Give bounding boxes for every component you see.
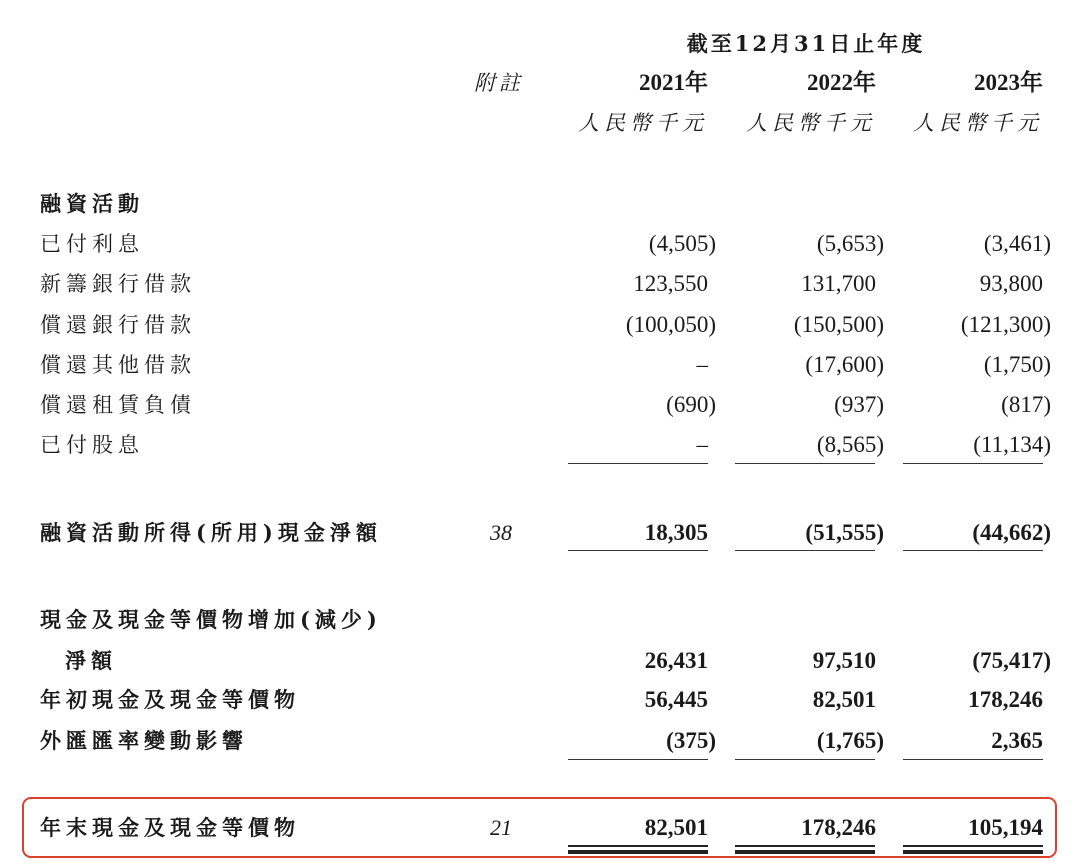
value-2021: 56,445 xyxy=(644,687,708,712)
value-2022: (51,555) xyxy=(805,520,884,545)
value-2022: 97,510 xyxy=(812,648,876,673)
value-2021: 18,305 xyxy=(644,520,708,545)
value-2023: (75,417) xyxy=(972,648,1051,673)
table-row xyxy=(0,268,1080,300)
value-2021: – xyxy=(696,352,708,377)
value-2023: 2,365 xyxy=(991,728,1043,753)
row-label: 年末現金及現金等價物 xyxy=(40,815,300,840)
row-label: 外匯匯率變動影響 xyxy=(40,728,248,753)
row-label: 融資活動 xyxy=(40,191,144,216)
note-reference: 21 xyxy=(490,815,512,840)
row-label: 淨額 xyxy=(65,648,117,673)
value-2023: (3,461) xyxy=(983,231,1051,256)
value-2023: (121,300) xyxy=(960,312,1051,337)
subtotal-rule xyxy=(735,550,875,551)
total-double-rule xyxy=(568,845,708,854)
subtotal-rule xyxy=(568,759,708,760)
table-row xyxy=(0,725,1080,757)
value-2022: (17,600) xyxy=(805,352,884,377)
table-row xyxy=(0,604,1080,636)
total-row xyxy=(0,812,1080,844)
value-2022: (8,565) xyxy=(816,432,884,457)
value-2021: (100,050) xyxy=(625,312,716,337)
note-reference: 38 xyxy=(490,520,512,545)
year-header-row xyxy=(0,67,1080,99)
unit-2022: 人民幣千元 xyxy=(746,111,876,135)
row-label: 新籌銀行借款 xyxy=(40,272,196,296)
value-2021: (690) xyxy=(666,392,716,417)
row-label: 年初現金及現金等價物 xyxy=(40,687,300,712)
value-2022: (5,653) xyxy=(816,231,884,256)
row-label: 償還租賃負債 xyxy=(40,393,196,417)
subtotal-rule xyxy=(903,463,1043,464)
unit-2023: 人民幣千元 xyxy=(913,111,1043,135)
table-row xyxy=(0,309,1080,341)
subtotal-rule xyxy=(903,550,1043,551)
value-2021: (375) xyxy=(666,728,716,753)
subtotal-rule xyxy=(568,550,708,551)
row-label: 融資活動所得(所用)現金淨額 xyxy=(40,520,382,545)
table-row xyxy=(0,349,1080,381)
row-label: 已付股息 xyxy=(40,433,144,457)
subtotal-rule xyxy=(735,759,875,760)
value-2021: 82,501 xyxy=(644,815,708,840)
subtotal-rule xyxy=(903,759,1043,760)
value-2023: (44,662) xyxy=(972,520,1051,545)
table-row xyxy=(0,429,1080,461)
total-double-rule xyxy=(735,845,875,854)
value-2022: 131,700 xyxy=(801,271,876,296)
subtotal-rule xyxy=(568,463,708,464)
year-2022-header: 2022年 xyxy=(807,70,876,95)
subtotal-rule xyxy=(735,463,875,464)
row-label: 償還其他借款 xyxy=(40,353,196,377)
value-2021: 123,550 xyxy=(633,271,708,296)
table-row xyxy=(0,645,1080,677)
value-2022: 82,501 xyxy=(812,687,876,712)
value-2023: 105,194 xyxy=(968,815,1043,840)
value-2023: (11,134) xyxy=(973,432,1051,457)
value-2022: (150,500) xyxy=(793,312,884,337)
row-label: 已付利息 xyxy=(40,232,144,256)
period-heading: 截至12月31日止年度 xyxy=(686,31,926,56)
total-double-rule xyxy=(903,845,1043,854)
unit-2021: 人民幣千元 xyxy=(578,111,708,135)
table-row xyxy=(0,389,1080,421)
subtotal-row xyxy=(0,517,1080,549)
value-2021: (4,505) xyxy=(648,231,716,256)
value-2022: 178,246 xyxy=(801,815,876,840)
table-row xyxy=(0,684,1080,716)
value-2023: (1,750) xyxy=(983,352,1051,377)
year-2021-header: 2021年 xyxy=(639,70,708,95)
unit-header-row xyxy=(0,107,1080,139)
year-2023-header: 2023年 xyxy=(974,70,1043,95)
table-row xyxy=(0,228,1080,260)
row-label: 償還銀行借款 xyxy=(40,313,196,337)
value-2021: – xyxy=(696,432,708,457)
section-heading-financing xyxy=(0,188,1080,220)
value-2023: 93,800 xyxy=(979,271,1043,296)
value-2023: 178,246 xyxy=(968,687,1043,712)
row-label: 現金及現金等價物增加(減少) xyxy=(40,607,382,632)
value-2022: (1,765) xyxy=(816,728,884,753)
note-column-label: 附註 xyxy=(474,71,524,95)
value-2022: (937) xyxy=(834,392,884,417)
value-2023: (817) xyxy=(1001,392,1051,417)
value-2021: 26,431 xyxy=(644,648,708,673)
